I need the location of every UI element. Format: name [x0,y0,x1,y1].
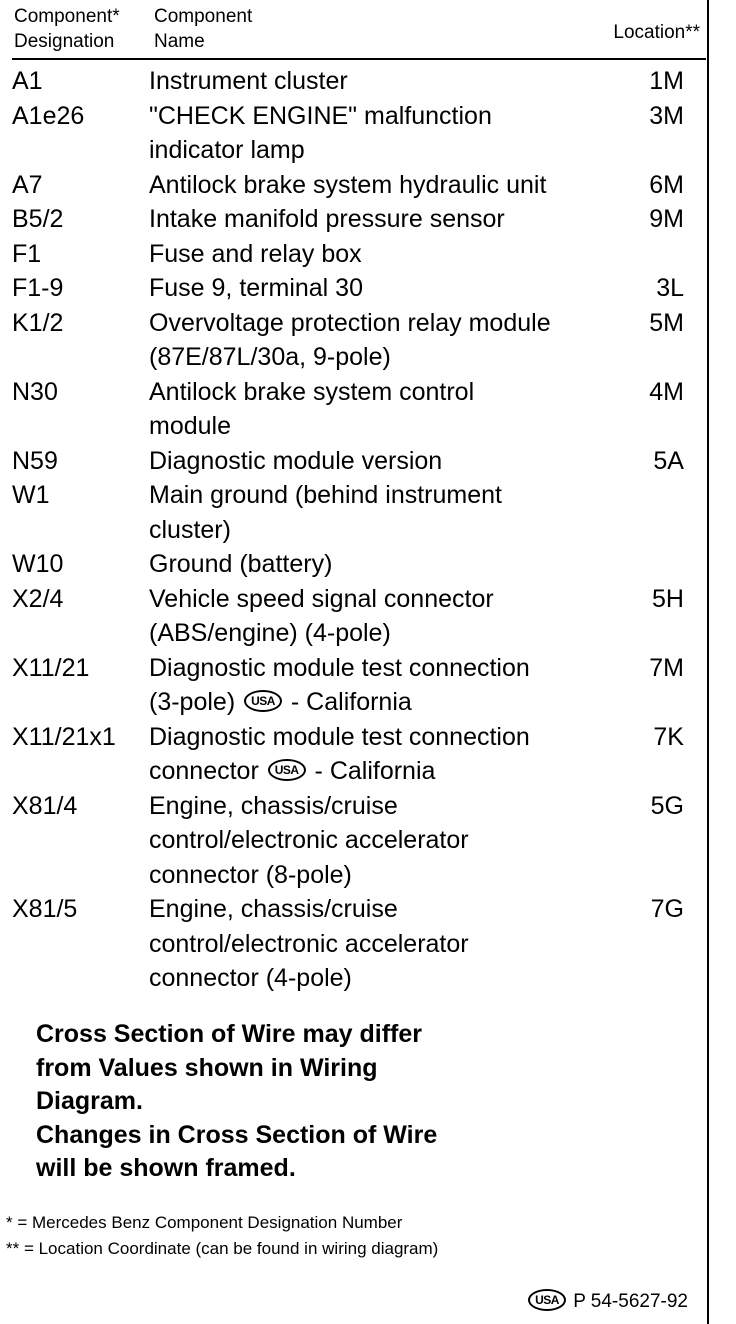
note-line: Changes in Cross Section of Wire [36,1120,438,1149]
row-location: 7M [649,653,684,682]
table-row [12,478,706,547]
row-location: 1M [649,67,684,95]
row-designation: F1-9 [12,274,64,302]
header-designation: Component* Designation [14,6,120,52]
note-line: Diagram. [36,1087,143,1115]
reference-code-text: P 54-5627-92 [573,1291,688,1312]
table-row [12,547,706,582]
row-name: Overvoltage protection relay module (87E/87L/30a, 9-pole) [149,308,551,371]
row-designation: X2/4 [12,584,64,613]
table-row [12,651,706,720]
row-name: Instrument cluster [149,67,348,95]
row-location: 5H [652,584,684,613]
row-location: 5A [653,446,684,475]
row-location: 5G [650,791,684,820]
table-row [12,237,706,272]
table-row [12,375,706,444]
row-name: Engine, chassis/cruise control/electronic accelerator connector (8-pole) [149,791,469,889]
row-location: 3L [656,274,684,302]
row-designation: W10 [12,550,64,578]
table-row [12,99,706,168]
table-row [12,271,706,306]
note-line: from Values shown in Wiring [36,1053,378,1082]
row-designation: N59 [12,446,58,475]
row-name: Intake manifold pressure sensor [149,205,505,233]
row-name-line [149,685,621,720]
row-designation: A7 [12,170,43,199]
row-designation: N30 [12,377,58,406]
row-location [621,547,706,582]
row-location: 6M [649,170,684,199]
row-location: 4M [649,377,684,406]
row-designation: K1/2 [12,308,64,337]
table-row [12,444,706,479]
row-name: Diagnostic module version [149,446,443,475]
row-name: Fuse and relay box [149,239,362,268]
row-location: 7G [650,895,684,923]
row-location: 3M [649,101,684,130]
row-name: Main ground (behind instrument cluster) [149,481,502,544]
row-location [621,237,706,272]
table-row [12,582,706,651]
row-location: 7K [653,722,684,751]
row-designation: X11/21 [12,653,90,682]
reference-code [526,1288,688,1316]
row-name: Vehicle speed signal connector (ABS/engine) (4-pole) [149,584,494,647]
row-designation: W1 [12,481,50,509]
row-designation: A1 [12,67,43,95]
header-name: Component Name [154,6,253,52]
usa-badge-icon: USA [528,1289,566,1311]
footnote-location: ** = Location Coordinate (can be found in wiring diagram) [6,1239,439,1258]
usa-badge-icon: USA [244,690,282,712]
row-name: Ground (battery) [149,550,333,578]
component-table [12,64,706,996]
row-name: Antilock brake system control module [149,377,475,440]
usa-badge-icon: USA [268,759,306,781]
header-location: Location** [613,22,700,43]
row-name-line: Diagnostic module test connection [149,722,530,751]
row-location: 9M [649,205,684,233]
row-name-line: Diagnostic module test connection [149,653,530,682]
table-row [12,306,706,375]
row-name [149,720,621,789]
row-designation: X81/5 [12,895,78,923]
row-location [621,478,706,547]
row-name: "CHECK ENGINE" malfunction indicator lamp [149,101,492,164]
row-designation: X11/21x1 [12,722,116,751]
row-location: 5M [649,308,684,337]
right-margin-line [707,0,709,1324]
row-designation: B5/2 [12,205,64,233]
table-row [12,64,706,99]
row-name [149,651,621,720]
row-name-pre: connector [149,757,259,785]
row-name-post: - California [314,757,436,785]
wire-cross-section-note [36,1018,636,1186]
table-header [12,2,706,60]
row-name-pre: (3-pole) [149,688,236,716]
row-designation: F1 [12,239,42,268]
note-line: Cross Section of Wire may differ [36,1020,422,1048]
table-row [12,202,706,237]
table-row [12,892,706,996]
row-designation: X81/4 [12,791,78,820]
table-row [12,168,706,203]
row-name: Engine, chassis/cruise control/electronic accelerator connector (4-pole) [149,895,469,992]
note-line: will be shown framed. [36,1154,296,1182]
row-name: Fuse 9, terminal 30 [149,274,363,302]
row-name-post: - California [290,688,412,716]
table-row [12,720,706,789]
row-name-line [149,754,621,789]
row-designation: A1e26 [12,101,85,130]
footnote-designation: * = Mercedes Benz Component Designation Number [6,1213,403,1232]
table-row [12,789,706,893]
row-name: Antilock brake system hydraulic unit [149,170,547,199]
